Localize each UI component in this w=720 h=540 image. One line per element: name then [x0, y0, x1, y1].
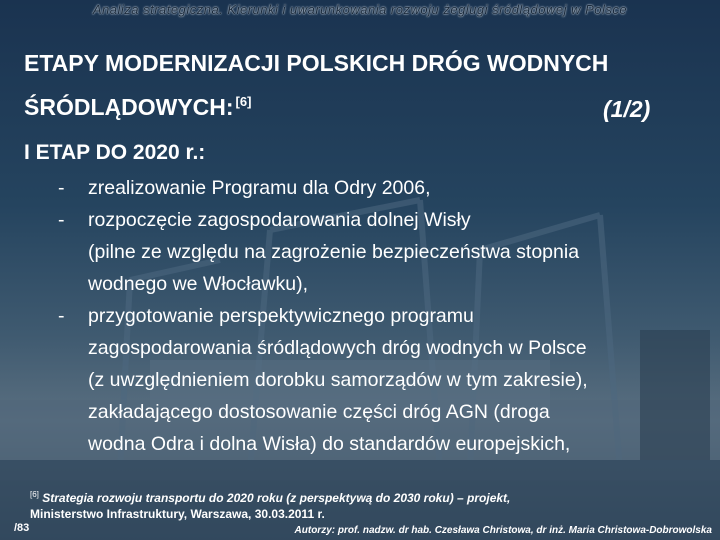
page-indicator: (1/2) [603, 96, 651, 122]
slide-title-line1: ETAPY MODERNIZACJI POLSKICH DRÓG WODNYCH [24, 50, 609, 76]
footnote-line1 [30, 487, 690, 506]
list-item [58, 172, 698, 204]
footnote-reference: [6] [30, 490, 39, 499]
bullet-dash: - [58, 209, 65, 231]
list-item [58, 236, 698, 268]
list-item-text: wodna Odra i dolna Wisła) do standardów europejskich, [88, 433, 571, 455]
list-item-text: przygotowanie perspektywicznego programu [88, 305, 474, 327]
bullet-list [58, 172, 698, 460]
footnote-source-title: Strategia rozwoju transportu do 2020 roku (z perspektywą do 2030 roku) – projekt, [42, 491, 511, 505]
list-item-text: zrealizowanie Programu dla Odry 2006, [88, 177, 431, 199]
footnote-line2: Ministerstwo Infrastruktury, Warszawa, 30.03.2011 r. [30, 507, 325, 521]
list-item [58, 300, 698, 332]
list-item [58, 268, 698, 300]
list-item-text: rozpoczęcie zagospodarowania dolnej Wisły [88, 209, 471, 231]
list-item-text: zagospodarowania śródlądowych dróg wodnych w Polsce [88, 337, 587, 359]
footnote [30, 487, 690, 522]
authors-footer: Autorzy: prof. nadzw. dr hab. Czesława Christowa, dr inż. Maria Christowa-Dobrowolska [294, 525, 712, 536]
list-item [58, 428, 698, 460]
slide-title-line2 [24, 94, 251, 121]
presentation-header: Analiza strategiczna. Kierunki i uwarunkowania rozwoju żeglugi śródlądowej w Polsce [92, 2, 628, 17]
list-item [58, 364, 698, 396]
stage-heading: I ETAP DO 2020 r.: [24, 141, 206, 164]
bullet-dash: - [58, 177, 65, 199]
list-item [58, 332, 698, 364]
list-item [58, 204, 698, 236]
list-item-text: wodnego we Włocławku), [88, 273, 309, 295]
list-item [58, 396, 698, 428]
slide-number: /83 [14, 522, 30, 534]
bullet-dash: - [58, 305, 65, 327]
list-item-text: (z uwzględnieniem dorobku samorządów w tym zakresie), [88, 369, 588, 391]
slide-title-text: ŚRÓDLĄDOWYCH: [24, 94, 234, 120]
list-item-text: zakładającego dostosowanie części dróg AGN (droga [88, 401, 550, 423]
list-item-text: (pilne ze względu na zagrożenie bezpieczeństwa stopnia [88, 241, 580, 263]
title-reference: [6] [235, 94, 252, 110]
